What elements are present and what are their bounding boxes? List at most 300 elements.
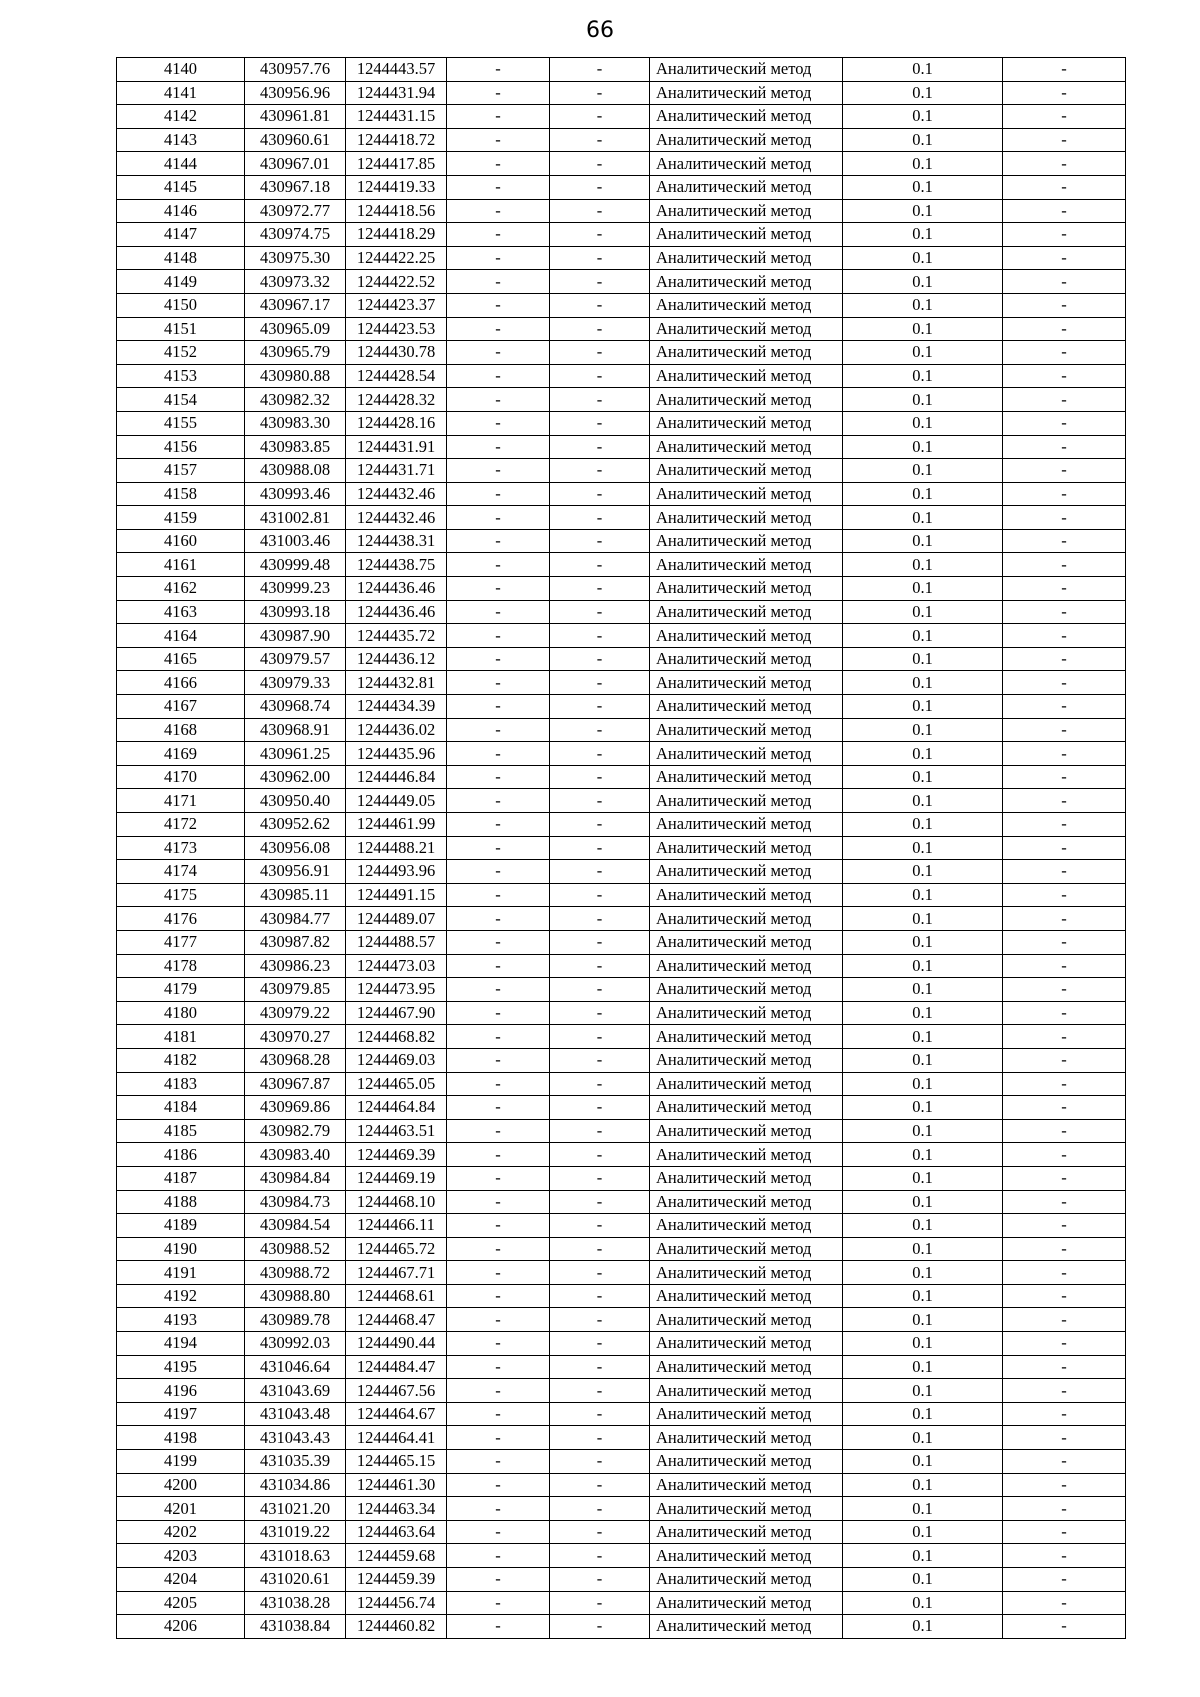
accuracy-cell: 0.1 — [843, 1284, 1003, 1308]
accuracy-cell: 0.1 — [843, 1379, 1003, 1403]
table-row — [117, 1332, 1126, 1356]
y-coordinate-cell: 1244428.16 — [346, 411, 447, 435]
col5-cell: - — [550, 1332, 650, 1356]
col5-cell: - — [550, 765, 650, 789]
accuracy-cell: 0.1 — [843, 506, 1003, 530]
method-cell: Аналитический метод — [650, 293, 843, 317]
y-coordinate-cell: 1244436.12 — [346, 647, 447, 671]
col8-cell: - — [1003, 1426, 1126, 1450]
method-cell: Аналитический метод — [650, 1308, 843, 1332]
y-coordinate-cell: 1244465.72 — [346, 1237, 447, 1261]
col4-cell: - — [447, 1025, 550, 1049]
col5-cell: - — [550, 600, 650, 624]
col8-cell: - — [1003, 1544, 1126, 1568]
col8-cell: - — [1003, 1072, 1126, 1096]
method-cell: Аналитический метод — [650, 270, 843, 294]
table-row — [117, 647, 1126, 671]
accuracy-cell: 0.1 — [843, 1237, 1003, 1261]
y-coordinate-cell: 1244431.71 — [346, 459, 447, 483]
y-coordinate-cell: 1244465.05 — [346, 1072, 447, 1096]
col8-cell: - — [1003, 600, 1126, 624]
table-row — [117, 293, 1126, 317]
table-row — [117, 58, 1126, 82]
method-cell: Аналитический метод — [650, 506, 843, 530]
accuracy-cell: 0.1 — [843, 930, 1003, 954]
method-cell: Аналитический метод — [650, 1473, 843, 1497]
x-coordinate-cell: 430989.78 — [245, 1308, 346, 1332]
col4-cell: - — [447, 58, 550, 82]
method-cell: Аналитический метод — [650, 789, 843, 813]
col8-cell: - — [1003, 1190, 1126, 1214]
point-number-cell: 4198 — [117, 1426, 245, 1450]
point-number-cell: 4193 — [117, 1308, 245, 1332]
col4-cell: - — [447, 1261, 550, 1285]
point-number-cell: 4204 — [117, 1568, 245, 1592]
accuracy-cell: 0.1 — [843, 246, 1003, 270]
table-row — [117, 1544, 1126, 1568]
col4-cell: - — [447, 718, 550, 742]
col5-cell: - — [550, 671, 650, 695]
accuracy-cell: 0.1 — [843, 860, 1003, 884]
point-number-cell: 4176 — [117, 907, 245, 931]
col5-cell: - — [550, 270, 650, 294]
y-coordinate-cell: 1244435.96 — [346, 742, 447, 766]
x-coordinate-cell: 430968.28 — [245, 1048, 346, 1072]
accuracy-cell: 0.1 — [843, 695, 1003, 719]
accuracy-cell: 0.1 — [843, 765, 1003, 789]
col4-cell: - — [447, 1520, 550, 1544]
x-coordinate-cell: 431003.46 — [245, 529, 346, 553]
point-number-cell: 4143 — [117, 128, 245, 152]
col4-cell: - — [447, 482, 550, 506]
point-number-cell: 4185 — [117, 1119, 245, 1143]
method-cell: Аналитический метод — [650, 1001, 843, 1025]
y-coordinate-cell: 1244484.47 — [346, 1355, 447, 1379]
col4-cell: - — [447, 175, 550, 199]
col5-cell: - — [550, 1261, 650, 1285]
col8-cell: - — [1003, 1025, 1126, 1049]
method-cell: Аналитический метод — [650, 1237, 843, 1261]
method-cell: Аналитический метод — [650, 1214, 843, 1238]
col5-cell: - — [550, 1450, 650, 1474]
col5-cell: - — [550, 58, 650, 82]
point-number-cell: 4178 — [117, 954, 245, 978]
y-coordinate-cell: 1244423.53 — [346, 317, 447, 341]
col5-cell: - — [550, 246, 650, 270]
col5-cell: - — [550, 883, 650, 907]
col5-cell: - — [550, 1426, 650, 1450]
col4-cell: - — [447, 1591, 550, 1615]
col4-cell: - — [447, 1615, 550, 1639]
x-coordinate-cell: 430984.77 — [245, 907, 346, 931]
table-row — [117, 411, 1126, 435]
col5-cell: - — [550, 317, 650, 341]
point-number-cell: 4189 — [117, 1214, 245, 1238]
accuracy-cell: 0.1 — [843, 175, 1003, 199]
method-cell: Аналитический метод — [650, 1615, 843, 1639]
y-coordinate-cell: 1244449.05 — [346, 789, 447, 813]
col8-cell: - — [1003, 695, 1126, 719]
col8-cell: - — [1003, 765, 1126, 789]
x-coordinate-cell: 430979.33 — [245, 671, 346, 695]
x-coordinate-cell: 430988.72 — [245, 1261, 346, 1285]
x-coordinate-cell: 430956.91 — [245, 860, 346, 884]
col8-cell: - — [1003, 1497, 1126, 1521]
x-coordinate-cell: 430988.52 — [245, 1237, 346, 1261]
col5-cell: - — [550, 1237, 650, 1261]
col5-cell: - — [550, 1615, 650, 1639]
accuracy-cell: 0.1 — [843, 58, 1003, 82]
point-number-cell: 4205 — [117, 1591, 245, 1615]
col5-cell: - — [550, 1119, 650, 1143]
x-coordinate-cell: 430965.09 — [245, 317, 346, 341]
col8-cell: - — [1003, 883, 1126, 907]
x-coordinate-cell: 431038.84 — [245, 1615, 346, 1639]
col4-cell: - — [447, 1402, 550, 1426]
method-cell: Аналитический метод — [650, 671, 843, 695]
col4-cell: - — [447, 671, 550, 695]
method-cell: Аналитический метод — [650, 199, 843, 223]
col5-cell: - — [550, 1497, 650, 1521]
accuracy-cell: 0.1 — [843, 789, 1003, 813]
x-coordinate-cell: 430982.79 — [245, 1119, 346, 1143]
point-number-cell: 4177 — [117, 930, 245, 954]
col4-cell: - — [447, 1473, 550, 1497]
col4-cell: - — [447, 813, 550, 837]
method-cell: Аналитический метод — [650, 1568, 843, 1592]
y-coordinate-cell: 1244436.46 — [346, 577, 447, 601]
col8-cell: - — [1003, 1520, 1126, 1544]
point-number-cell: 4154 — [117, 388, 245, 412]
y-coordinate-cell: 1244467.90 — [346, 1001, 447, 1025]
table-row — [117, 624, 1126, 648]
method-cell: Аналитический метод — [650, 624, 843, 648]
col4-cell: - — [447, 553, 550, 577]
x-coordinate-cell: 430982.32 — [245, 388, 346, 412]
x-coordinate-cell: 430950.40 — [245, 789, 346, 813]
y-coordinate-cell: 1244443.57 — [346, 58, 447, 82]
col4-cell: - — [447, 1332, 550, 1356]
point-number-cell: 4146 — [117, 199, 245, 223]
x-coordinate-cell: 430968.91 — [245, 718, 346, 742]
accuracy-cell: 0.1 — [843, 742, 1003, 766]
col4-cell: - — [447, 411, 550, 435]
col8-cell: - — [1003, 152, 1126, 176]
point-number-cell: 4196 — [117, 1379, 245, 1403]
x-coordinate-cell: 431043.48 — [245, 1402, 346, 1426]
point-number-cell: 4175 — [117, 883, 245, 907]
x-coordinate-cell: 430980.88 — [245, 364, 346, 388]
accuracy-cell: 0.1 — [843, 459, 1003, 483]
x-coordinate-cell: 430999.48 — [245, 553, 346, 577]
y-coordinate-cell: 1244468.47 — [346, 1308, 447, 1332]
col5-cell: - — [550, 954, 650, 978]
x-coordinate-cell: 430984.54 — [245, 1214, 346, 1238]
col4-cell: - — [447, 789, 550, 813]
col5-cell: - — [550, 742, 650, 766]
accuracy-cell: 0.1 — [843, 152, 1003, 176]
point-number-cell: 4186 — [117, 1143, 245, 1167]
col8-cell: - — [1003, 1119, 1126, 1143]
col8-cell: - — [1003, 175, 1126, 199]
accuracy-cell: 0.1 — [843, 1143, 1003, 1167]
y-coordinate-cell: 1244435.72 — [346, 624, 447, 648]
accuracy-cell: 0.1 — [843, 671, 1003, 695]
accuracy-cell: 0.1 — [843, 199, 1003, 223]
table-row — [117, 128, 1126, 152]
x-coordinate-cell: 431021.20 — [245, 1497, 346, 1521]
col5-cell: - — [550, 907, 650, 931]
y-coordinate-cell: 1244467.56 — [346, 1379, 447, 1403]
method-cell: Аналитический метод — [650, 317, 843, 341]
point-number-cell: 4192 — [117, 1284, 245, 1308]
point-number-cell: 4195 — [117, 1355, 245, 1379]
table-row — [117, 388, 1126, 412]
method-cell: Аналитический метод — [650, 482, 843, 506]
method-cell: Аналитический метод — [650, 1025, 843, 1049]
y-coordinate-cell: 1244466.11 — [346, 1214, 447, 1238]
point-number-cell: 4174 — [117, 860, 245, 884]
col8-cell: - — [1003, 742, 1126, 766]
method-cell: Аналитический метод — [650, 647, 843, 671]
accuracy-cell: 0.1 — [843, 364, 1003, 388]
y-coordinate-cell: 1244423.37 — [346, 293, 447, 317]
table-row — [117, 105, 1126, 129]
col4-cell: - — [447, 1048, 550, 1072]
col5-cell: - — [550, 718, 650, 742]
col5-cell: - — [550, 199, 650, 223]
y-coordinate-cell: 1244428.32 — [346, 388, 447, 412]
col8-cell: - — [1003, 459, 1126, 483]
col5-cell: - — [550, 1048, 650, 1072]
point-number-cell: 4159 — [117, 506, 245, 530]
accuracy-cell: 0.1 — [843, 1261, 1003, 1285]
point-number-cell: 4206 — [117, 1615, 245, 1639]
method-cell: Аналитический метод — [650, 1261, 843, 1285]
page-number: 66 — [586, 18, 614, 43]
x-coordinate-cell: 430956.08 — [245, 836, 346, 860]
col5-cell: - — [550, 553, 650, 577]
col8-cell: - — [1003, 506, 1126, 530]
method-cell: Аналитический метод — [650, 1119, 843, 1143]
accuracy-cell: 0.1 — [843, 1166, 1003, 1190]
col8-cell: - — [1003, 1402, 1126, 1426]
accuracy-cell: 0.1 — [843, 647, 1003, 671]
method-cell: Аналитический метод — [650, 1190, 843, 1214]
col8-cell: - — [1003, 81, 1126, 105]
col4-cell: - — [447, 1237, 550, 1261]
col8-cell: - — [1003, 553, 1126, 577]
y-coordinate-cell: 1244432.46 — [346, 506, 447, 530]
method-cell: Аналитический метод — [650, 411, 843, 435]
y-coordinate-cell: 1244461.30 — [346, 1473, 447, 1497]
x-coordinate-cell: 431002.81 — [245, 506, 346, 530]
col5-cell: - — [550, 175, 650, 199]
x-coordinate-cell: 430969.86 — [245, 1096, 346, 1120]
point-number-cell: 4190 — [117, 1237, 245, 1261]
col5-cell: - — [550, 223, 650, 247]
method-cell: Аналитический метод — [650, 1143, 843, 1167]
table-row — [117, 175, 1126, 199]
table-row — [117, 553, 1126, 577]
point-number-cell: 4152 — [117, 341, 245, 365]
point-number-cell: 4148 — [117, 246, 245, 270]
col8-cell: - — [1003, 718, 1126, 742]
method-cell: Аналитический метод — [650, 1402, 843, 1426]
point-number-cell: 4169 — [117, 742, 245, 766]
table-row — [117, 1096, 1126, 1120]
accuracy-cell: 0.1 — [843, 1473, 1003, 1497]
table-row — [117, 364, 1126, 388]
point-number-cell: 4168 — [117, 718, 245, 742]
col5-cell: - — [550, 1544, 650, 1568]
table-row — [117, 1450, 1126, 1474]
col8-cell: - — [1003, 1568, 1126, 1592]
col8-cell: - — [1003, 813, 1126, 837]
col8-cell: - — [1003, 1214, 1126, 1238]
x-coordinate-cell: 430979.22 — [245, 1001, 346, 1025]
col4-cell: - — [447, 1119, 550, 1143]
method-cell: Аналитический метод — [650, 1544, 843, 1568]
accuracy-cell: 0.1 — [843, 1072, 1003, 1096]
method-cell: Аналитический метод — [650, 1520, 843, 1544]
table-row — [117, 1591, 1126, 1615]
col5-cell: - — [550, 506, 650, 530]
method-cell: Аналитический метод — [650, 978, 843, 1002]
x-coordinate-cell: 431035.39 — [245, 1450, 346, 1474]
point-number-cell: 4187 — [117, 1166, 245, 1190]
y-coordinate-cell: 1244422.25 — [346, 246, 447, 270]
accuracy-cell: 0.1 — [843, 1544, 1003, 1568]
x-coordinate-cell: 431018.63 — [245, 1544, 346, 1568]
y-coordinate-cell: 1244436.02 — [346, 718, 447, 742]
x-coordinate-cell: 430993.18 — [245, 600, 346, 624]
col8-cell: - — [1003, 836, 1126, 860]
table-row — [117, 81, 1126, 105]
method-cell: Аналитический метод — [650, 600, 843, 624]
table-row — [117, 1402, 1126, 1426]
x-coordinate-cell: 430960.61 — [245, 128, 346, 152]
x-coordinate-cell: 430979.85 — [245, 978, 346, 1002]
col4-cell: - — [447, 836, 550, 860]
col5-cell: - — [550, 128, 650, 152]
point-number-cell: 4167 — [117, 695, 245, 719]
table-row — [117, 1143, 1126, 1167]
y-coordinate-cell: 1244422.52 — [346, 270, 447, 294]
y-coordinate-cell: 1244467.71 — [346, 1261, 447, 1285]
y-coordinate-cell: 1244459.39 — [346, 1568, 447, 1592]
table-row — [117, 246, 1126, 270]
x-coordinate-cell: 430967.87 — [245, 1072, 346, 1096]
table-row — [117, 529, 1126, 553]
col5-cell: - — [550, 1591, 650, 1615]
col5-cell: - — [550, 1190, 650, 1214]
point-number-cell: 4179 — [117, 978, 245, 1002]
point-number-cell: 4203 — [117, 1544, 245, 1568]
point-number-cell: 4200 — [117, 1473, 245, 1497]
col8-cell: - — [1003, 317, 1126, 341]
col4-cell: - — [447, 1426, 550, 1450]
col8-cell: - — [1003, 411, 1126, 435]
table-row — [117, 600, 1126, 624]
col8-cell: - — [1003, 482, 1126, 506]
accuracy-cell: 0.1 — [843, 1426, 1003, 1450]
table-body — [117, 58, 1126, 1639]
table-row — [117, 1568, 1126, 1592]
col8-cell: - — [1003, 1355, 1126, 1379]
x-coordinate-cell: 430983.85 — [245, 435, 346, 459]
accuracy-cell: 0.1 — [843, 270, 1003, 294]
method-cell: Аналитический метод — [650, 1096, 843, 1120]
table-row — [117, 1025, 1126, 1049]
col5-cell: - — [550, 105, 650, 129]
col4-cell: - — [447, 1544, 550, 1568]
point-number-cell: 4156 — [117, 435, 245, 459]
method-cell: Аналитический метод — [650, 388, 843, 412]
accuracy-cell: 0.1 — [843, 978, 1003, 1002]
col8-cell: - — [1003, 1308, 1126, 1332]
col8-cell: - — [1003, 1261, 1126, 1285]
table-row — [117, 954, 1126, 978]
y-coordinate-cell: 1244464.67 — [346, 1402, 447, 1426]
accuracy-cell: 0.1 — [843, 577, 1003, 601]
y-coordinate-cell: 1244431.15 — [346, 105, 447, 129]
accuracy-cell: 0.1 — [843, 1308, 1003, 1332]
col4-cell: - — [447, 1308, 550, 1332]
point-number-cell: 4147 — [117, 223, 245, 247]
y-coordinate-cell: 1244490.44 — [346, 1332, 447, 1356]
point-number-cell: 4171 — [117, 789, 245, 813]
method-cell: Аналитический метод — [650, 1284, 843, 1308]
accuracy-cell: 0.1 — [843, 1048, 1003, 1072]
col8-cell: - — [1003, 1001, 1126, 1025]
col8-cell: - — [1003, 223, 1126, 247]
method-cell: Аналитический метод — [650, 553, 843, 577]
method-cell: Аналитический метод — [650, 1497, 843, 1521]
table-row — [117, 883, 1126, 907]
col5-cell: - — [550, 459, 650, 483]
point-number-cell: 4197 — [117, 1402, 245, 1426]
method-cell: Аналитический метод — [650, 1166, 843, 1190]
y-coordinate-cell: 1244488.21 — [346, 836, 447, 860]
col4-cell: - — [447, 1001, 550, 1025]
y-coordinate-cell: 1244418.72 — [346, 128, 447, 152]
accuracy-cell: 0.1 — [843, 1355, 1003, 1379]
accuracy-cell: 0.1 — [843, 81, 1003, 105]
y-coordinate-cell: 1244489.07 — [346, 907, 447, 931]
col4-cell: - — [447, 1072, 550, 1096]
point-number-cell: 4151 — [117, 317, 245, 341]
table-row — [117, 1237, 1126, 1261]
table-row — [117, 482, 1126, 506]
point-number-cell: 4199 — [117, 1450, 245, 1474]
point-number-cell: 4157 — [117, 459, 245, 483]
y-coordinate-cell: 1244456.74 — [346, 1591, 447, 1615]
col5-cell: - — [550, 1520, 650, 1544]
y-coordinate-cell: 1244473.03 — [346, 954, 447, 978]
point-number-cell: 4172 — [117, 813, 245, 837]
col5-cell: - — [550, 978, 650, 1002]
col8-cell: - — [1003, 907, 1126, 931]
point-number-cell: 4202 — [117, 1520, 245, 1544]
col8-cell: - — [1003, 199, 1126, 223]
col8-cell: - — [1003, 647, 1126, 671]
x-coordinate-cell: 430992.03 — [245, 1332, 346, 1356]
y-coordinate-cell: 1244491.15 — [346, 883, 447, 907]
x-coordinate-cell: 430962.00 — [245, 765, 346, 789]
col4-cell: - — [447, 364, 550, 388]
col4-cell: - — [447, 105, 550, 129]
